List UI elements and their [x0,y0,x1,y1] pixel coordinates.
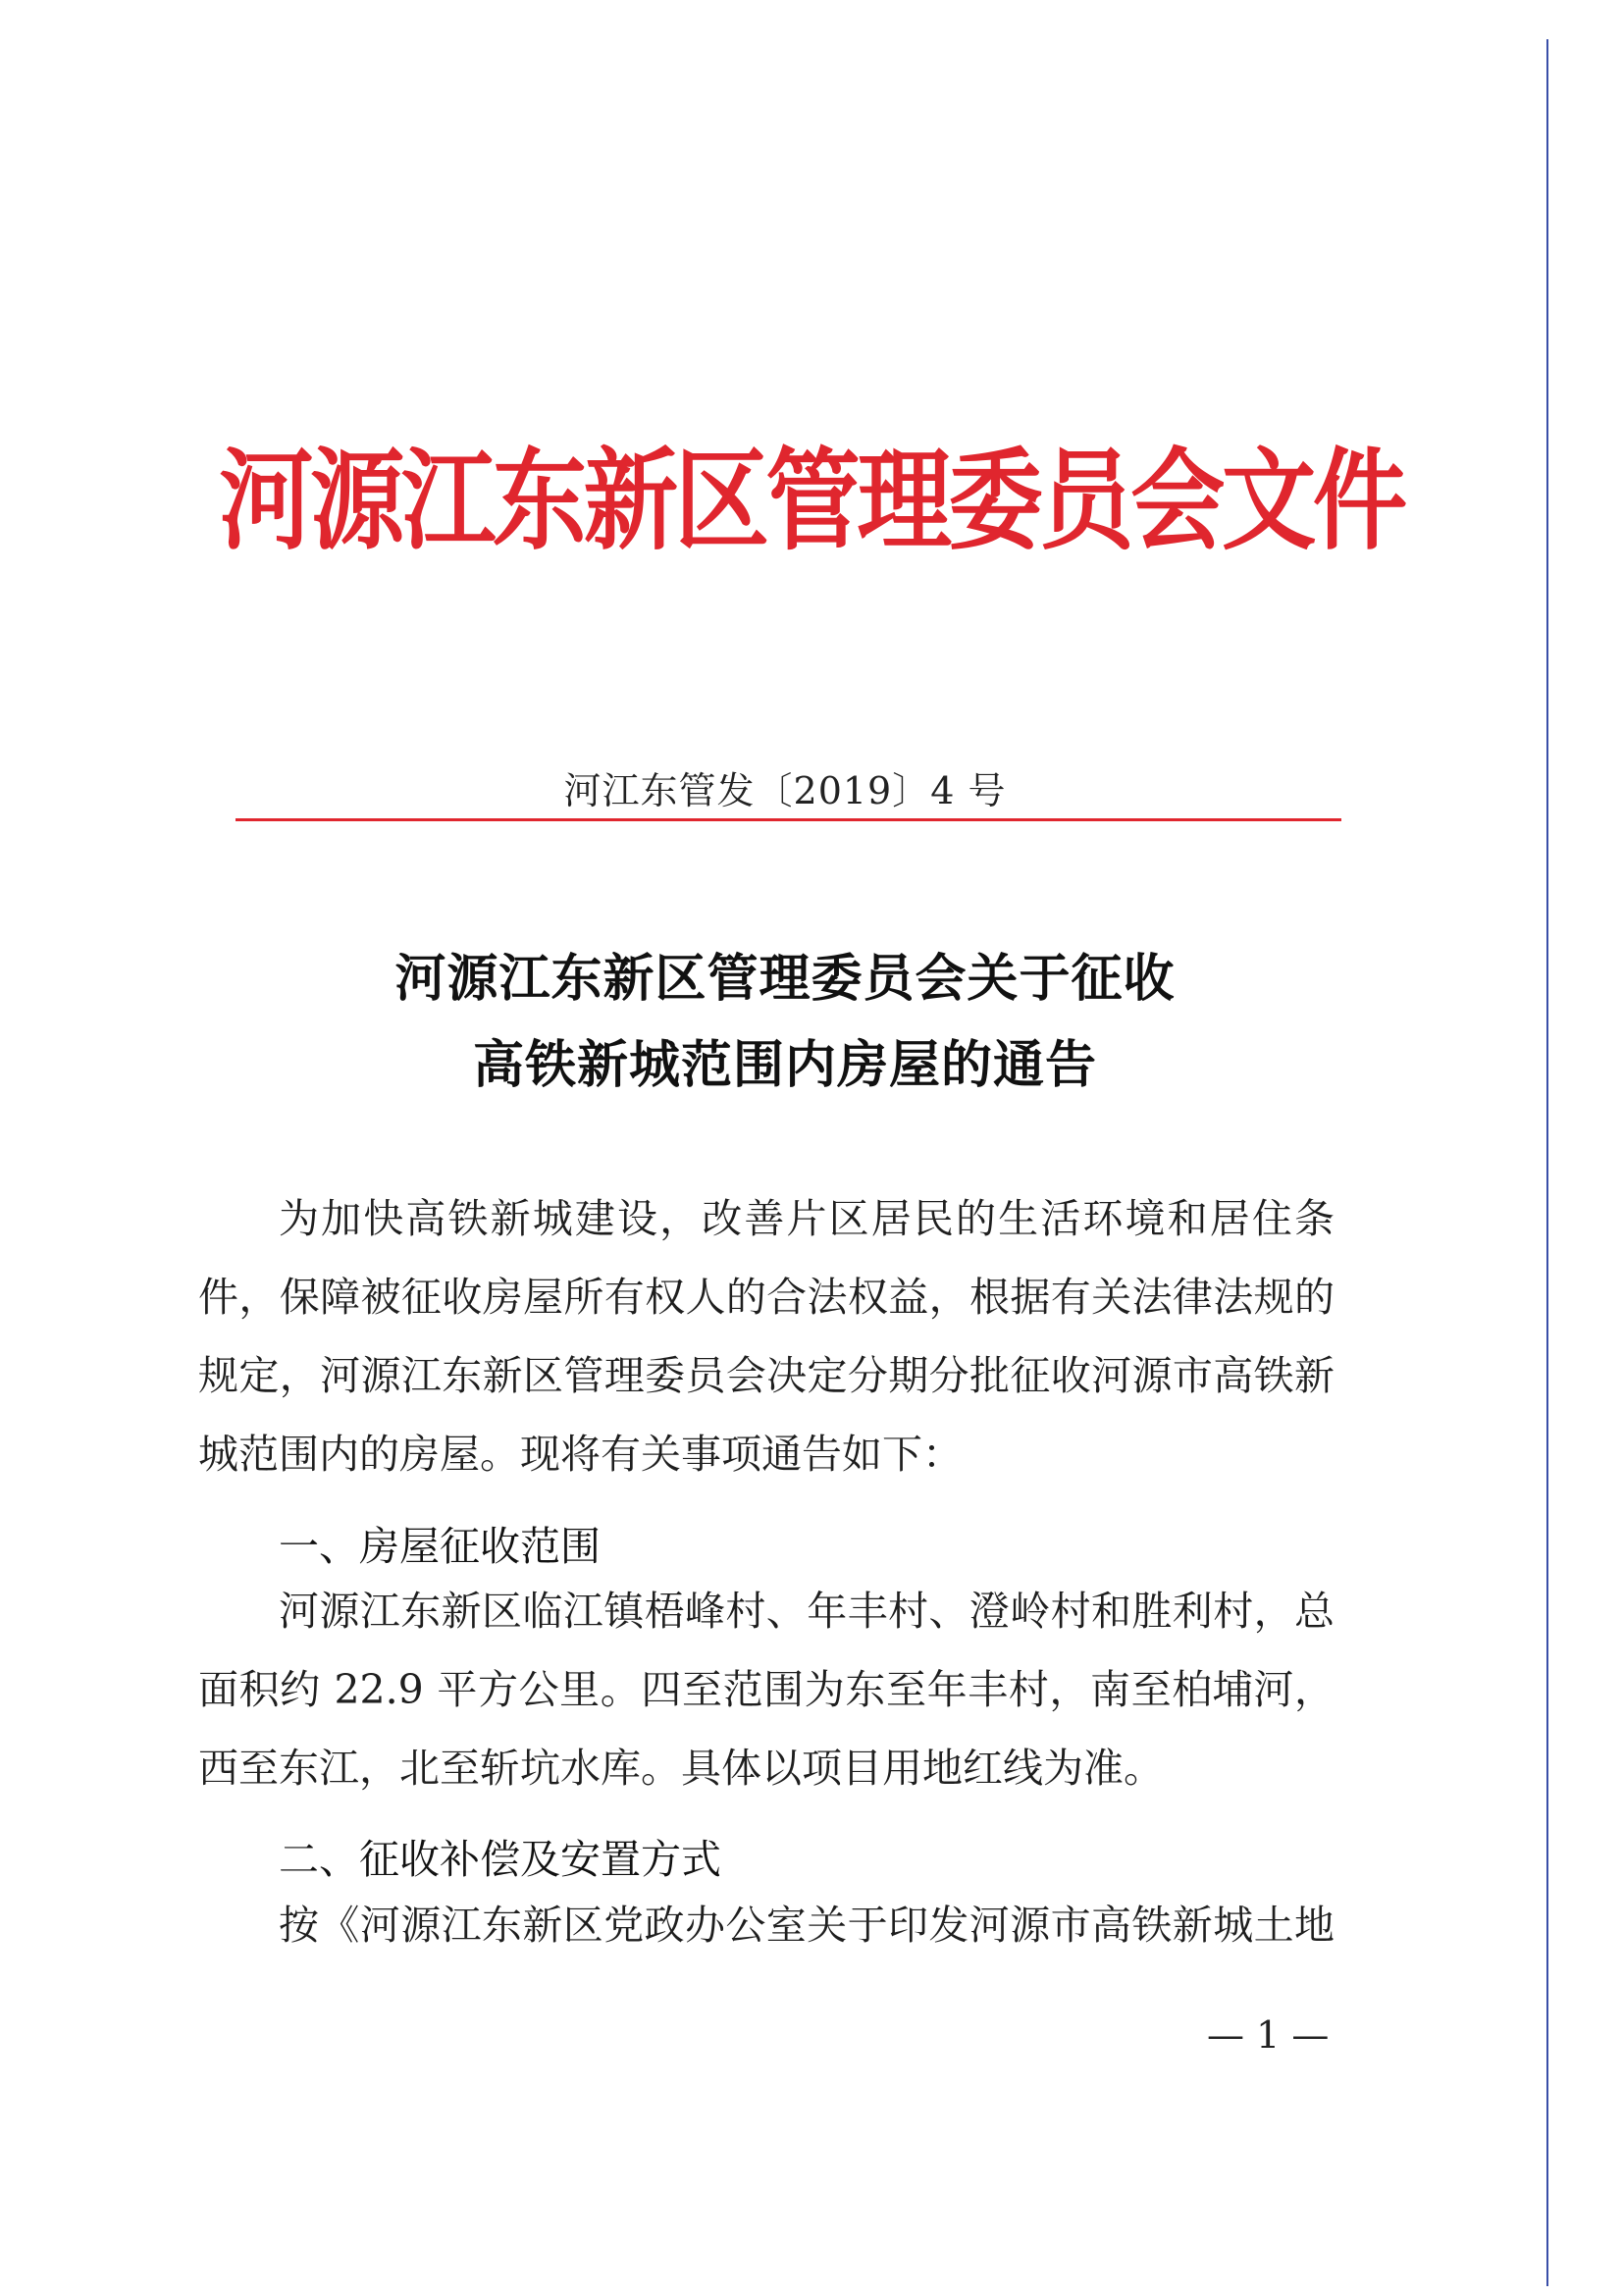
scan-edge-line [1546,39,1548,2286]
section1-line: 面积约 22.9 平方公里。四至范围为东至年丰村，南至柏埔河， [198,1666,1335,1713]
section1-line: 河源江东新区临江镇梧峰村、年丰村、澄岭村和胜利村，总 [279,1588,1335,1635]
notice-title-line-1: 河源江东新区管理委员会关于征收 [394,949,1176,1009]
intro-line: 城范围内的房屋。现将有关事项通告如下： [198,1431,963,1478]
section2-line: 按《河源江东新区党政办公室关于印发河源市高铁新城土地 [279,1902,1335,1949]
intro-line: 件，保障被征收房屋所有权人的合法权益，根据有关法律法规的 [198,1274,1335,1321]
intro-line: 为加快高铁新城建设，改善片区居民的生活环境和居住条 [279,1195,1335,1242]
section-heading-2: 二、征收补偿及安置方式 [279,1836,721,1883]
masthead-title: 河源江东新区管理委员会文件 [219,437,1404,565]
document-number: 河江东管发〔2019〕4 号 [563,769,1007,812]
page-number: — 1 — [1207,2013,1330,2057]
header-divider [236,818,1341,821]
section-heading-1: 一、房屋征收范围 [279,1523,601,1570]
intro-line: 规定，河源江东新区管理委员会决定分期分批征收河源市高铁新 [198,1352,1335,1399]
section1-line: 西至东江，北至斩坑水库。具体以项目用地红线为准。 [198,1745,1164,1792]
notice-title-line-2: 高铁新城范围内房屋的通告 [472,1035,1097,1095]
